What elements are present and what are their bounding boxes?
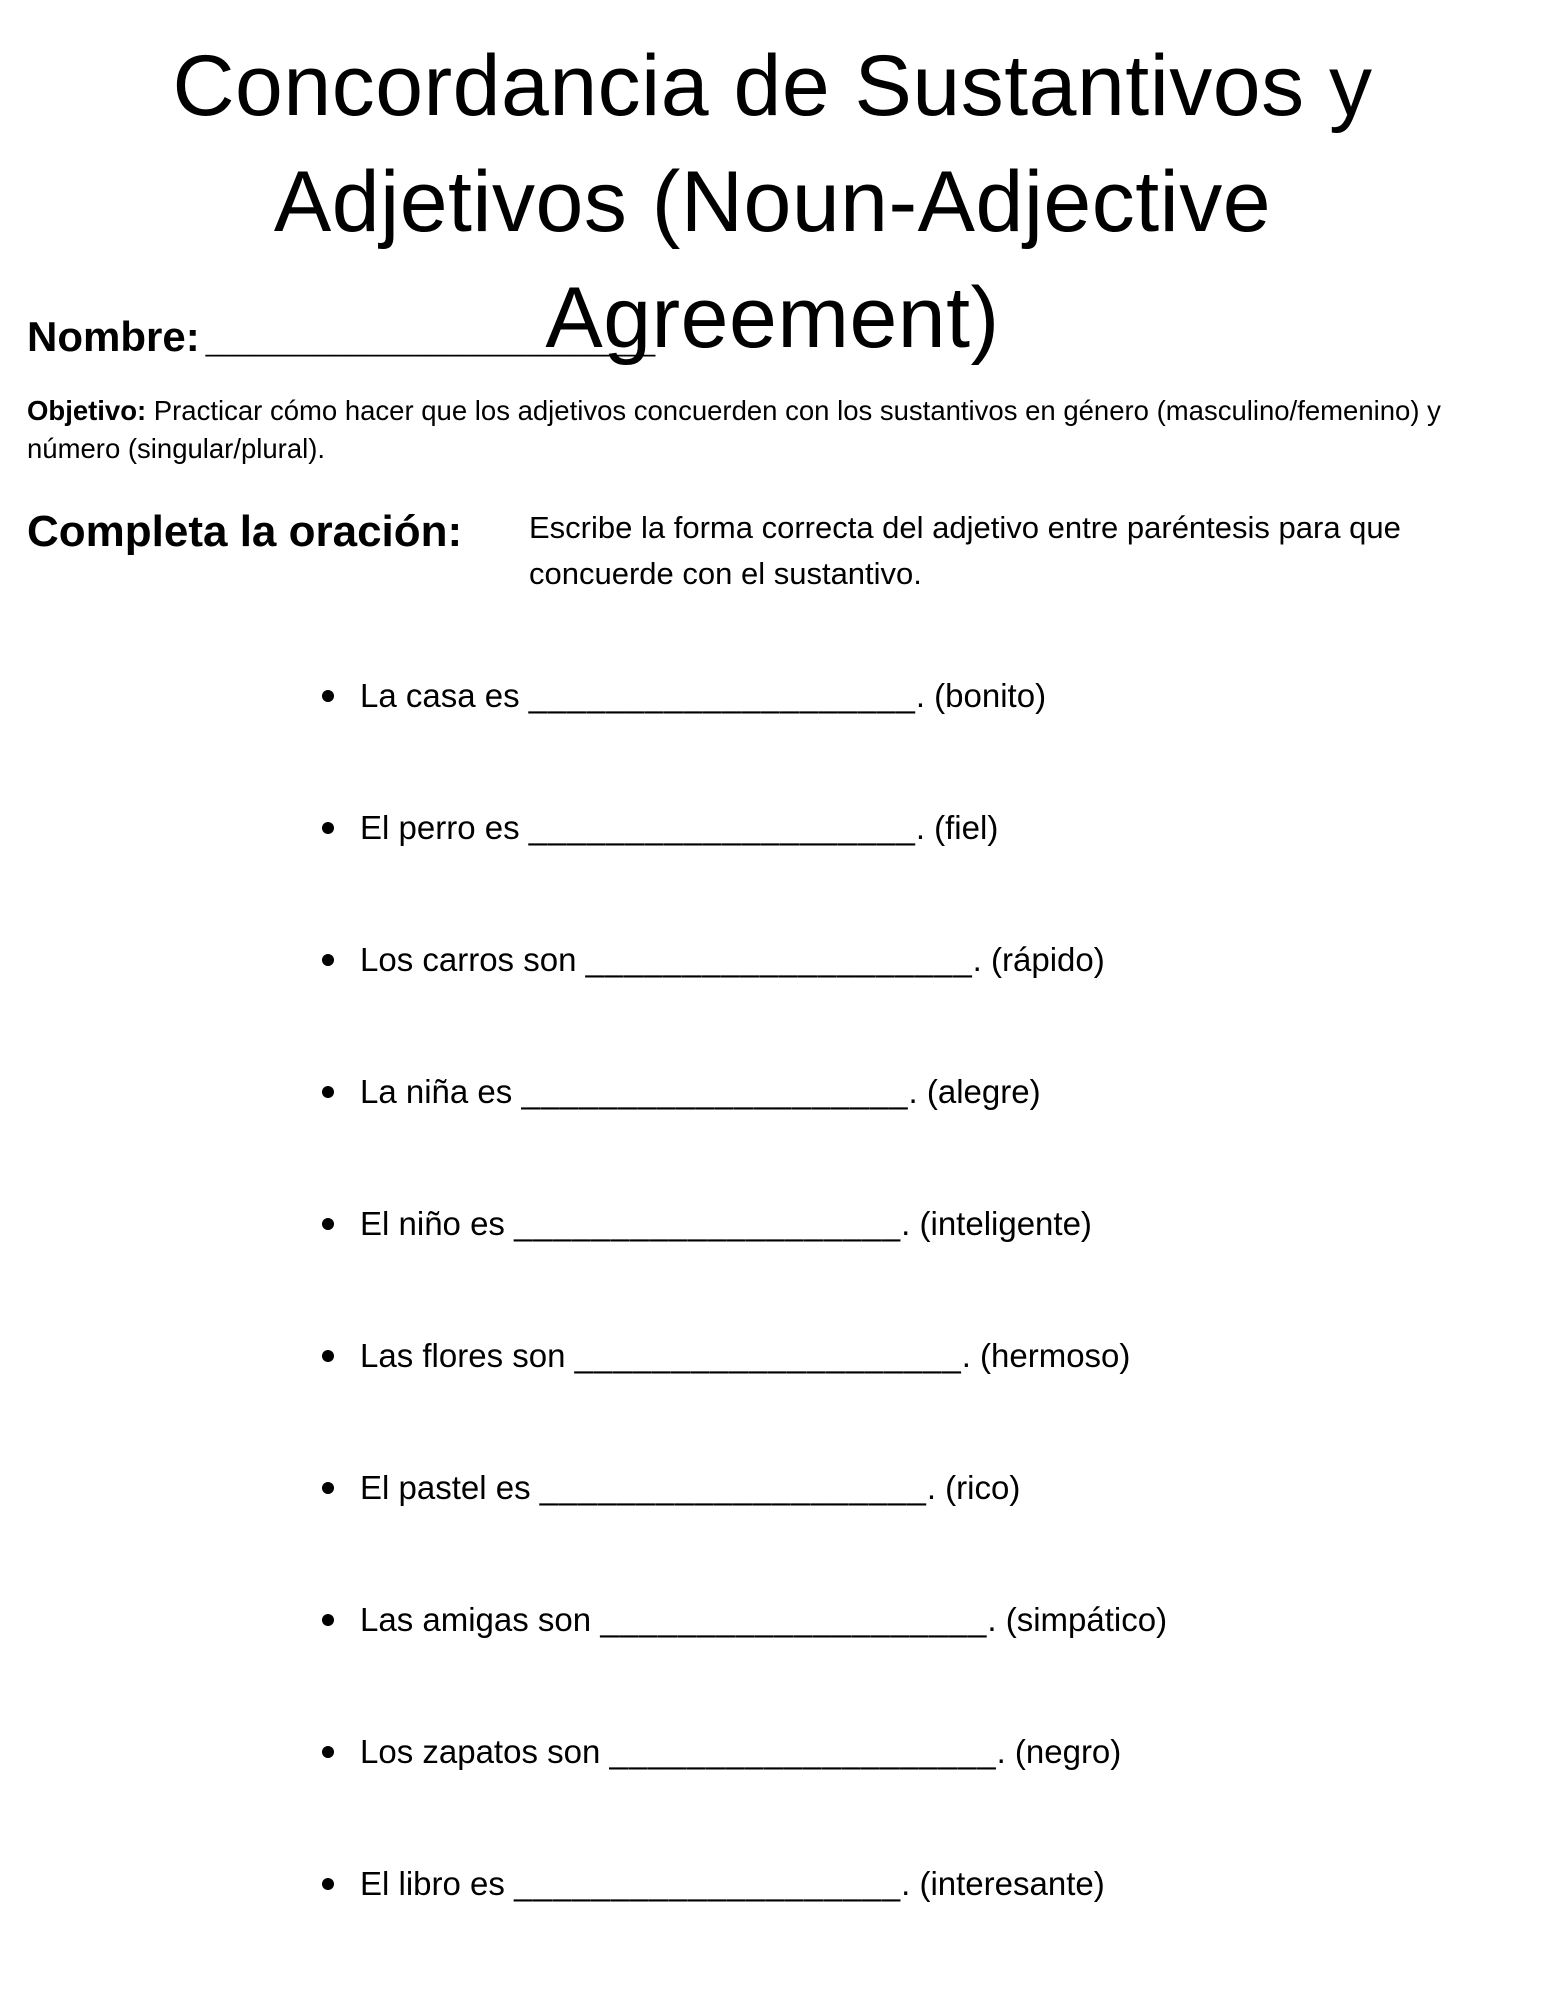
exercise-item bbox=[322, 1854, 1502, 1986]
exercise-list bbox=[322, 666, 1502, 1986]
objective-text: Practicar cómo hacer que los adjetivos concuerden con los sustantivos en género (masculino/femenino) y número (singular/plural). bbox=[27, 395, 1441, 464]
exercise-prefix: El perro es bbox=[360, 809, 529, 846]
answer-blank: ____________________ bbox=[528, 677, 916, 714]
exercise-sentence bbox=[360, 930, 1105, 990]
answer-blank: ____________________ bbox=[521, 1073, 909, 1110]
exercise-prefix: Los carros son bbox=[360, 941, 586, 978]
exercise-item bbox=[322, 1590, 1502, 1722]
exercise-suffix: . (simpático) bbox=[987, 1601, 1168, 1638]
page-title: Concordancia de Sustantivos y Adjetivos (Noun-Adjective Agreement) bbox=[172, 38, 1373, 366]
exercise-sentence bbox=[360, 1590, 1167, 1650]
name-blank-line: ____________________________ bbox=[205, 326, 656, 357]
exercise-suffix: . (rico) bbox=[926, 1469, 1021, 1506]
exercise-sentence bbox=[360, 1854, 1105, 1914]
exercise-prefix: El pastel es bbox=[360, 1469, 540, 1506]
exercise-item bbox=[322, 1458, 1502, 1590]
bullet-icon bbox=[322, 690, 334, 702]
answer-blank: ____________________ bbox=[585, 941, 973, 978]
bullet-icon bbox=[322, 822, 334, 834]
answer-blank: ____________________ bbox=[600, 1601, 988, 1638]
exercise-prefix: El niño es bbox=[360, 1205, 515, 1242]
exercise-prefix: Las flores son bbox=[360, 1337, 575, 1374]
exercise-suffix: . (interesante) bbox=[901, 1865, 1105, 1902]
exercise-item bbox=[322, 666, 1502, 798]
answer-blank: ____________________ bbox=[514, 1205, 902, 1242]
exercise-suffix: . (inteligente) bbox=[901, 1205, 1092, 1242]
answer-blank: ____________________ bbox=[574, 1337, 962, 1374]
bullet-icon bbox=[322, 1350, 334, 1362]
exercise-sentence bbox=[360, 666, 1046, 726]
bullet-icon bbox=[322, 1086, 334, 1098]
exercise-prefix: La casa es bbox=[360, 677, 529, 714]
exercise-suffix: . (fiel) bbox=[915, 809, 999, 846]
bullet-icon bbox=[322, 1614, 334, 1626]
exercise-suffix: . (rápido) bbox=[972, 941, 1105, 978]
exercise-suffix: . (hermoso) bbox=[961, 1337, 1131, 1374]
exercise-suffix: . (alegre) bbox=[908, 1073, 1041, 1110]
objective-label: Objetivo: bbox=[27, 395, 147, 426]
exercise-item bbox=[322, 930, 1502, 1062]
bullet-icon bbox=[322, 1482, 334, 1494]
objective-paragraph bbox=[27, 392, 1517, 468]
bullet-icon bbox=[322, 954, 334, 966]
answer-blank: ____________________ bbox=[528, 809, 916, 846]
exercise-prefix: El libro es bbox=[360, 1865, 515, 1902]
instruction-text: Escribe la forma correcta del adjetivo entre paréntesis para que concuerde con el sustantivo. bbox=[529, 510, 1401, 591]
name-row bbox=[27, 302, 656, 362]
name-label: Nombre: bbox=[27, 313, 200, 360]
exercise-prefix: La niña es bbox=[360, 1073, 522, 1110]
answer-blank: ____________________ bbox=[609, 1733, 997, 1770]
exercise-sentence bbox=[360, 1722, 1121, 1782]
answer-blank: ____________________ bbox=[539, 1469, 927, 1506]
exercise-sentence bbox=[360, 1062, 1041, 1122]
exercise-suffix: . (negro) bbox=[996, 1733, 1122, 1770]
exercise-sentence bbox=[360, 1194, 1092, 1254]
bullet-icon bbox=[322, 1218, 334, 1230]
exercise-item bbox=[322, 798, 1502, 930]
exercise-sentence bbox=[360, 1326, 1130, 1386]
answer-blank: ____________________ bbox=[514, 1865, 902, 1902]
exercise-item bbox=[322, 1722, 1502, 1854]
exercise-item bbox=[322, 1194, 1502, 1326]
bullet-icon bbox=[322, 1746, 334, 1758]
exercise-sentence bbox=[360, 1458, 1020, 1518]
exercise-item bbox=[322, 1326, 1502, 1458]
bullet-icon bbox=[322, 1878, 334, 1890]
exercise-sentence bbox=[360, 798, 998, 858]
instruction-heading: Completa la oración: bbox=[27, 507, 463, 556]
exercise-item bbox=[322, 1062, 1502, 1194]
exercise-suffix: . (bonito) bbox=[915, 677, 1047, 714]
exercise-prefix: Las amigas son bbox=[360, 1601, 601, 1638]
exercise-prefix: Los zapatos son bbox=[360, 1733, 610, 1770]
